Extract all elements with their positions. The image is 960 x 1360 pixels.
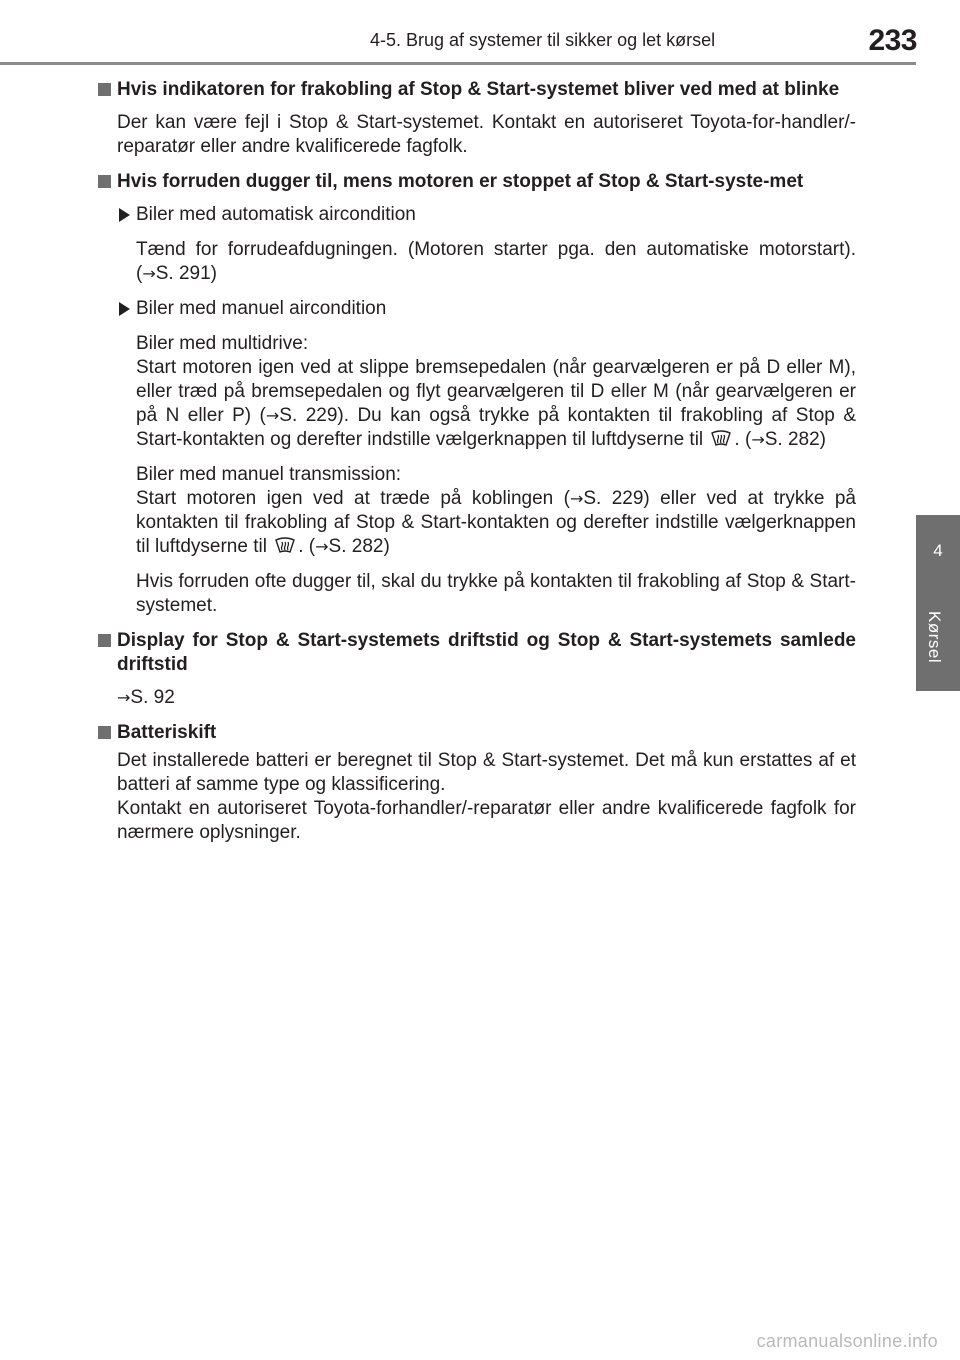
page-reference[interactable]: S. 229). Du kan også trykke på kontakten til frakobling af Stop & Start-kontakten og derefter indstille vælgerknappen til luftdyserne til <box>136 405 856 450</box>
section-heading-text: Hvis forruden dugger til, mens motoren er stoppet af Stop & Start-syste-met <box>117 171 804 192</box>
sub-body <box>136 238 856 286</box>
section-body: Der kan være fejl i Stop & Start-systemet. Kontakt en autoriseret Toyota-for-handler/-reparatør eller andre kvalificerede fagfolk. <box>117 112 856 157</box>
page-reference[interactable]: S. 229) eller ved at trykke på kontakten til frakobling af Stop & Start-kontakten og derefter indstille vælgerknappen til luftdyserne til <box>136 488 856 557</box>
chapter-number: 4 <box>933 541 943 560</box>
page-reference[interactable]: S. 291) <box>155 263 217 284</box>
arrow-icon: → <box>265 406 280 425</box>
watermark: carmanualsonline.info <box>756 1331 938 1351</box>
page-content <box>96 78 856 856</box>
sub-body <box>136 332 856 452</box>
section-body <box>117 749 856 845</box>
section-heading <box>96 170 856 194</box>
note-text: Hvis forruden ofte dugger til, skal du trykke på kontakten til frakobling af Stop & Start-systemet. <box>136 571 856 616</box>
body-text: Tænd for forrudeafdugningen. (Motoren starter pga. den automatiske motorstart). ( <box>136 239 856 284</box>
square-bullet-icon <box>98 83 111 96</box>
section-heading <box>96 721 856 745</box>
page-reference[interactable]: S. 282) <box>328 536 390 557</box>
sub-heading-text: Biler med manuel aircondition <box>136 298 387 319</box>
section-title: 4-5. Brug af systemer til sikker og let kørsel <box>370 30 716 50</box>
body-paragraph: Det installerede batteri er beregnet til Stop & Start-systemet. Det må kun erstattes af et batteri af samme type og klassificering. <box>117 750 856 795</box>
section-heading-text: Display for Stop & Start-systemets driftstid og Stop & Start-systemets samlede driftstid <box>117 630 856 675</box>
chapter-tab[interactable] <box>916 515 960 691</box>
sub-body <box>136 463 856 559</box>
body-text: Start motoren igen ved at slippe bremsepedalen (når gearvælgeren er på D eller M), eller træd på bremsepedalen og flyt gearvælgeren til D eller M (når gearvælgeren er på N eller P) ( <box>136 357 856 426</box>
triangle-bullet-icon <box>119 302 130 316</box>
square-bullet-icon <box>98 634 111 647</box>
body-text: . ( <box>734 429 752 450</box>
page-reference[interactable]: S. 282) <box>764 429 826 450</box>
arrow-icon: → <box>142 264 156 283</box>
multidrive-body <box>136 356 856 452</box>
section-heading <box>96 629 856 677</box>
section-heading-text: Hvis indikatoren for frakobling af Stop & Start-systemet bliver ved med at blinke <box>117 79 840 100</box>
header-rule <box>0 62 916 65</box>
body-paragraph: Kontakt en autoriseret Toyota-forhandler/-reparatør eller andre kvalificerede fagfolk for nærmere oplysninger. <box>117 798 856 843</box>
sub-heading-text: Biler med automatisk aircondition <box>136 204 416 225</box>
manual-title: Biler med manuel transmission: <box>136 464 402 485</box>
sub-heading <box>96 297 856 321</box>
windshield-defroster-icon <box>274 536 296 556</box>
square-bullet-icon <box>98 726 111 739</box>
body-text: Start motoren igen ved at træde på koblingen ( <box>136 488 570 509</box>
section-heading-text: Batteriskift <box>117 722 217 743</box>
sub-heading <box>96 203 856 227</box>
section-body <box>117 686 856 710</box>
page-reference[interactable]: S. 92 <box>130 687 175 708</box>
section-heading <box>96 78 856 102</box>
page-number: 233 <box>868 24 917 57</box>
windshield-defroster-icon <box>710 429 732 449</box>
arrow-icon: → <box>315 537 329 556</box>
arrow-icon: → <box>117 688 131 707</box>
triangle-bullet-icon <box>119 208 130 222</box>
square-bullet-icon <box>98 175 111 188</box>
chapter-label: Kørsel <box>925 611 944 664</box>
manual-body <box>136 487 856 559</box>
arrow-icon: → <box>569 489 584 508</box>
multidrive-title: Biler med multidrive: <box>136 333 309 354</box>
body-text: . ( <box>298 536 316 557</box>
arrow-icon: → <box>751 430 765 449</box>
